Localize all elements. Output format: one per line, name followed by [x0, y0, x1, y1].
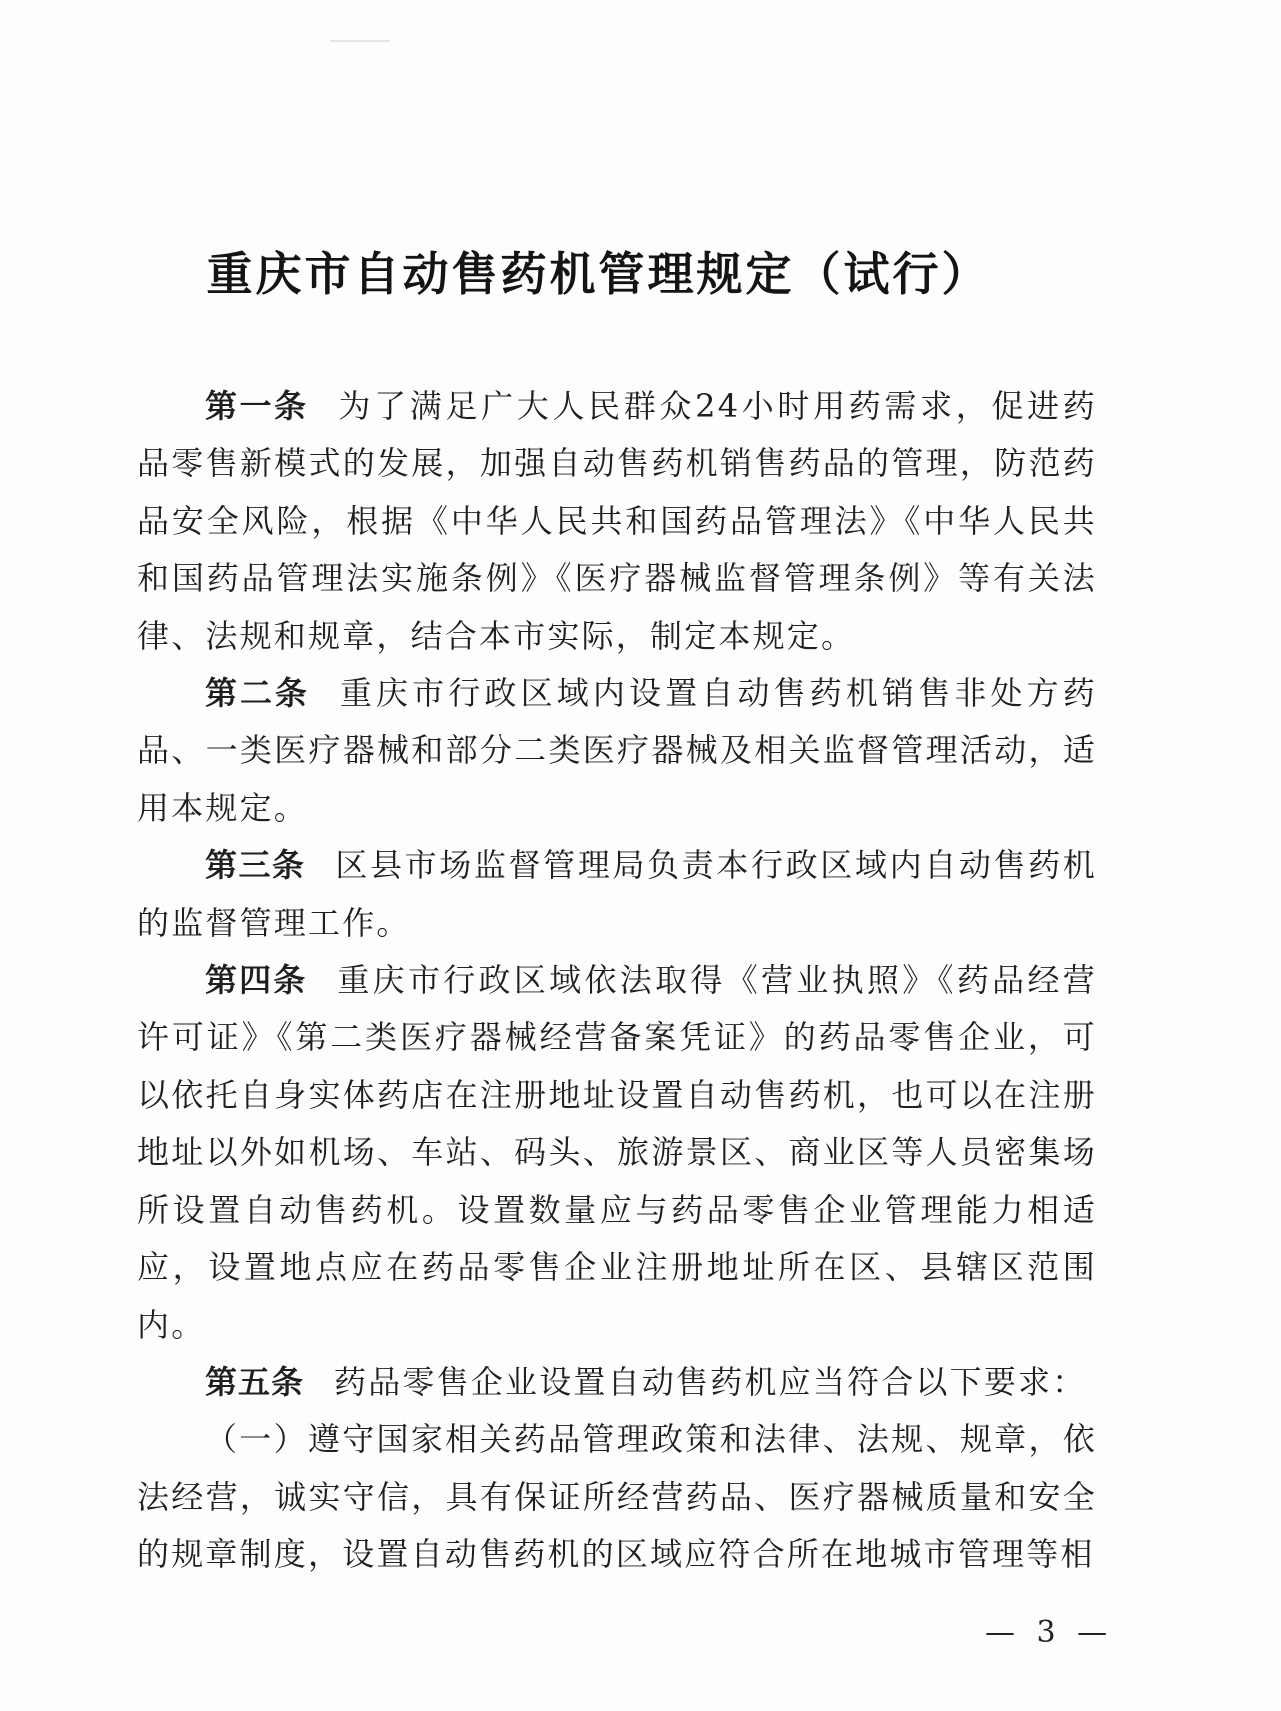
article-5-label: 第五条 [205, 1362, 305, 1401]
article-4 [137, 952, 1097, 1354]
article-1-text: 为了满足广大人民群众24小时用药需求，促进药品零售新模式的发展，加强自动售药机销售药品的管理，防范药品安全风险，根据《中华人民共和国药品管理法》《中华人民共和国药品管理法实施条例》《医疗器械监督管理条例》等有关法律、法规和规章，结合本市实际，制定本规定。 [137, 387, 1097, 655]
scan-mark [330, 40, 390, 42]
article-1 [137, 378, 1097, 665]
list-item-text: （一）遵守国家相关药品管理政策和法律、法规、规章，依法经营，诚实守信，具有保证所经营药品、医疗器械质量和安全的规章制度，设置自动售药机的区域应符合所在地城市管理等相 [137, 1420, 1097, 1574]
article-1-label: 第一条 [205, 387, 309, 425]
article-2 [137, 665, 1097, 837]
article-5 [137, 1354, 1097, 1411]
article-4-text: 重庆市行政区域依法取得《营业执照》《药品经营许可证》《第二类医疗器械经营备案凭证》的药品零售企业，可以依托自身实体药店在注册地址设置自动售药机，也可以在注册地址以外如机场、车站、码头、旅游景区、商业区等人员密集场所设置自动售药机。设置数量应与药品零售企业管理能力相适应，设置地点应在药品零售企业注册地址所在区、县辖区范围内。 [137, 961, 1097, 1344]
article-4-label: 第四条 [205, 961, 308, 1000]
article-3-text: 区县市场监督管理局负责本行政区域内自动售药机的监督管理工作。 [137, 846, 1097, 942]
article-2-text: 重庆市行政区域内设置自动售药机销售非处方药品、一类医疗器械和部分二类医疗器械及相关监督管理活动，适用本规定。 [137, 674, 1097, 827]
document-body [137, 378, 1097, 1584]
article-3 [137, 837, 1097, 952]
article-5-text: 药品零售企业设置自动售药机应当符合以下要求： [334, 1362, 1087, 1401]
page-number: — 3 — [985, 1615, 1114, 1650]
list-item [137, 1411, 1097, 1583]
article-2-label: 第二条 [205, 674, 310, 713]
article-3-label: 第三条 [205, 846, 306, 885]
document-title: 重庆市自动售药机管理规定（试行） [206, 247, 991, 301]
